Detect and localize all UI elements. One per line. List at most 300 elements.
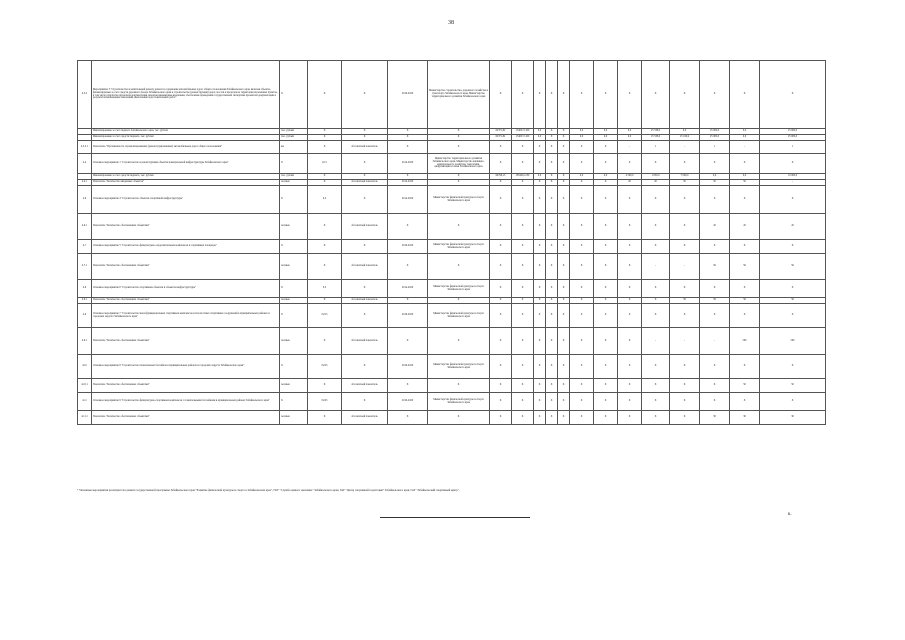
table-cell: Х [618,154,642,174]
table-cell: Х [342,280,388,298]
table-row [78,154,826,174]
table-cell: Х [558,180,570,186]
table-cell: Х [570,186,594,214]
table-cell: 56 [700,254,730,280]
table-cell: Х [490,61,512,129]
table-cell: Х [546,174,558,180]
table-cell: человек [280,411,308,425]
table-cell: Х [700,61,730,129]
table-cell: Х [280,304,308,328]
table-cell: 0,3 [308,280,342,298]
table-cell: Х [760,355,826,379]
table-cell: 0,0 [594,174,618,180]
table-cell: Х [512,154,534,174]
table-cell: Х [546,298,558,304]
table-cell: Х [618,61,642,129]
table-cell: 30 [700,411,730,425]
table-cell: Х [570,298,594,304]
table-cell: Х [670,214,700,240]
table-cell: человек [280,180,308,186]
table-cell: Х [558,411,570,425]
table-cell: 50 [730,379,760,393]
table-cell: Х [388,379,428,393]
table-cell: 25 000,0 [760,135,826,141]
table-cell: Х [618,186,642,214]
table-cell: Х [618,240,642,254]
table-cell: Х [388,298,428,304]
table-cell: Х [558,393,570,411]
table-cell: Х [618,214,642,240]
table-cell: Х [490,298,512,304]
table-cell: Х [490,141,512,154]
table-cell: Показатель "Количество обеспеченных объектами" [92,214,280,240]
table-cell: Х [618,393,642,411]
table-cell: Х [558,186,570,214]
table-cell: Х [490,304,512,328]
table-cell: 0,0 [570,129,594,135]
table-cell: Х [594,186,618,214]
table-cell: Х [546,154,558,174]
table-cell: 62371,82 [490,135,512,141]
table-cell: 185420,1230 [512,174,534,180]
table-cell: 1 [700,141,730,154]
table-cell: Основное мероприятие 1 "Строительство и реконструкция объектов коммунальной инфраструктуры Забайкальского края" [92,154,280,174]
table-cell: 20 [642,180,670,186]
table-cell: - [760,180,826,186]
table-cell: Х [558,214,570,240]
table-cell: 56 [730,298,760,304]
table-cell: Х [570,280,594,298]
table-cell: Основное мероприятие 9 "Строительство физкультурно-спортивных комплексов с плавательными бассейнами в муниципальных районах Забайкальского края" [92,393,280,411]
table-row [78,304,826,328]
table-cell: Х [760,186,826,214]
table-cell: Х [308,298,342,304]
table-cell: Х [388,328,428,355]
table-cell: Х [308,379,342,393]
table-cell: Х [642,393,670,411]
table-cell: Х [342,393,388,411]
table-row [78,186,826,214]
table-cell: Х [512,411,534,425]
table-cell: Х [730,304,760,328]
table-cell: Х [546,240,558,254]
table-cell: Х [490,240,512,254]
table-cell: 50 [670,180,700,186]
table-cell: 56 [730,254,760,280]
table-cell: Министерство физической культуры и спорта Забайкальского края [428,393,490,411]
table-cell: Х [558,154,570,174]
table-cell: Х [730,61,760,129]
table-cell: Х [700,280,730,298]
table-cell: 4.10 [78,355,92,379]
table-cell: Х [700,355,730,379]
table-cell: Х [308,180,342,186]
table-row [78,254,826,280]
table-cell: Х [490,379,512,393]
table-cell: Показатель "Количество обеспеченных объектами" [92,411,280,425]
table-cell: абсолютный показатель [342,411,388,425]
table-cell: Показатель "Протяженность отремонтированных (реконструированных) автомобильных дорог общего пользования" [92,141,280,154]
table-row [78,379,826,393]
table-cell: абсолютный показатель [342,328,388,355]
table-cell: Основное мероприятие 4 "Строительство объектов спортивной инфраструктуры" [92,186,280,214]
table-cell: Х [512,393,534,411]
table-cell: абсолютный показатель [342,298,388,304]
table-cell: 1 [760,141,826,154]
table-cell: - [670,141,700,154]
table-cell: Х [760,154,826,174]
table-cell: 0,025 [308,355,342,379]
table-cell: Х [546,280,558,298]
table-cell: Х [490,328,512,355]
table-cell: Х [490,393,512,411]
table-cell: Х [730,240,760,254]
table-cell: Х [700,240,730,254]
table-row [78,61,826,129]
table-cell: Х [308,174,342,180]
table-cell: Министерство физической культуры и спорта Забайкальского края [428,355,490,379]
table-cell: Х [594,411,618,425]
table-cell: Х [534,141,546,154]
table-row [78,240,826,254]
table-cell: Х [308,214,342,240]
table-cell: Х [594,298,618,304]
table-cell: 0,0 [534,135,546,141]
table-cell: Х [730,280,760,298]
table-cell: Х [700,379,730,393]
table-cell: Х [534,186,546,214]
table-cell: Х [670,240,700,254]
table-cell: 0,0 [730,174,760,180]
table-cell: Х [388,254,428,280]
table-cell: Х [512,355,534,379]
table-cell: 4.9 [78,304,92,328]
table-cell: 0,0 [534,129,546,135]
table-cell: Х [534,254,546,280]
table-cell: Х [670,280,700,298]
table-cell: Х [490,355,512,379]
table-cell: Х [490,411,512,425]
table-cell: Х [546,186,558,214]
table-cell: Х [594,355,618,379]
table-cell: Х [670,411,700,425]
table-cell: Х [760,393,826,411]
table-cell: Х [280,154,308,174]
table-cell: Х [534,355,546,379]
table-cell: тыс. рублей [280,174,308,180]
table-cell: 45 [730,214,760,240]
table-cell: 0,0 [570,174,594,180]
signature-rule [380,517,530,518]
table-cell: 4.10.1 [78,379,92,393]
table-cell: 4.7.1 [78,254,92,280]
table-cell: Х [308,61,342,129]
program-table [77,60,826,425]
table-cell: Х [558,135,570,141]
table-cell: Х [342,154,388,174]
table-cell: Х [428,174,490,180]
table-row [78,411,826,425]
table-cell: Х [558,280,570,298]
table-cell: 2014-2020 [388,186,428,214]
table-cell: 2016-2020 [388,304,428,328]
table-cell: Х [490,154,512,174]
table-cell: Х [512,141,534,154]
table-cell: Х [534,379,546,393]
table-cell: Х [490,254,512,280]
table-cell: Х [428,328,490,355]
table-cell: Х [534,304,546,328]
table-cell: Х [730,154,760,174]
table-cell: Х [512,214,534,240]
table-cell: Х [534,154,546,174]
table-cell: Х [342,129,388,135]
table-cell: Х [512,298,534,304]
table-cell: Х [512,328,534,355]
table-cell: Х [670,379,700,393]
table-cell: 4.6.1 [78,214,92,240]
table-cell: 4.8 [78,280,92,298]
table-cell: Х [280,393,308,411]
table-cell: Х [428,379,490,393]
table-cell: 2014-2020 [388,180,428,186]
table-cell: Х [534,280,546,298]
table-cell: Х [558,328,570,355]
table-cell: 1 650,0 [642,174,670,180]
table-cell: Х [594,154,618,174]
table-cell: Х [512,254,534,280]
table-cell: Х [512,61,534,129]
table-row [78,214,826,240]
table-cell: Х [618,379,642,393]
table-cell: Х [594,280,618,298]
table-cell: 2016-2020 [388,393,428,411]
table-cell: Х [558,129,570,135]
table-cell: Х [570,61,594,129]
table-cell: 4.3.2.1 [78,141,92,154]
table-cell: Х [546,379,558,393]
table-cell: Х [618,411,642,425]
table-cell: Основное мероприятие 5 "Строительство физкультурно-оздоровительных комплексов и спортивных площадок" [92,240,280,254]
table-cell: Х [546,61,558,129]
table-cell: 7 000,0 [670,174,700,180]
table-cell: 25 000,0 [700,135,730,141]
table-cell: Министерство физической культуры и спорта Забайкальского края [428,186,490,214]
table-cell: 56 [670,298,700,304]
table-cell: - [700,328,730,355]
table-cell: Министерство строительства, дорожного хозяйства и транспорта Забайкальского края, Министерство территориального развития Забайкальского края [428,61,490,129]
table-cell: Х [618,328,642,355]
table-cell: 0,0 [618,135,642,141]
table-cell: Х [642,304,670,328]
table-cell: Х [534,240,546,254]
table-cell: Х [594,141,618,154]
table-cell: 4.4.1 [78,180,92,186]
table-cell: Х [730,186,760,214]
table-cell: Финансирование за счет бюджета Забайкальского края, тыс. рублей [92,129,280,135]
table-cell: 0,025 [308,393,342,411]
table-cell: 62371,82 [490,129,512,135]
table-cell: 154027,1160 [512,135,534,141]
table-cell: Х [594,240,618,254]
table-row [78,141,826,154]
table-cell: Х [512,186,534,214]
table-cell: Основное мероприятие 7 "Строительство многофункциональных спортивных комплексов и плоскостных спортивных сооружений в муниципальных районах и городских округах Забайкальского края" [92,304,280,328]
table-cell: абсолютный показатель [342,214,388,240]
table-cell: 10 000,0 [760,174,826,180]
table-cell: Х [342,240,388,254]
table-cell: 0,0 [534,174,546,180]
table-cell: 30 [730,411,760,425]
table-cell: Х [546,304,558,328]
table-cell: Х [388,135,428,141]
table-cell: Х [642,355,670,379]
table-cell: 2014-2020 [388,154,428,174]
table-cell: Х [570,328,594,355]
table-cell: человек [280,379,308,393]
table-cell: 4.3.2 [78,61,92,129]
table-cell: Министерство физической культуры и спорта Забайкальского края [428,304,490,328]
table-cell: Х [642,214,670,240]
table-cell: 1 [642,141,670,154]
table-cell: Х [558,379,570,393]
table-cell: Х [618,254,642,280]
table-cell: Х [618,304,642,328]
table-cell: 25 019,9 [670,135,700,141]
table-cell: 4.8.1 [78,298,92,304]
table-cell: Х [760,280,826,298]
table-cell: Х [642,298,670,304]
table-cell: Х [308,254,342,280]
table-cell: Х [534,298,546,304]
table-cell: Х [594,379,618,393]
table-cell: 0,0 [700,174,730,180]
table-cell: человек [280,214,308,240]
table-cell: Х [546,411,558,425]
table-cell: Х [700,393,730,411]
table-cell: Х [546,328,558,355]
table-cell: Х [428,298,490,304]
table-cell: 0,0 [570,135,594,141]
table-cell: абсолютный показатель [342,379,388,393]
table-cell: 25 538,0 [642,129,670,135]
table-cell: 0,0 [730,129,760,135]
table-cell: человек [280,254,308,280]
table-cell: 4.4 [78,154,92,174]
table-cell: тыс. рублей [280,135,308,141]
table-cell: Х [534,61,546,129]
table-cell: Х [570,411,594,425]
table-cell: 64790,13 [490,174,512,180]
table-cell: - [670,254,700,280]
table-cell: 4.6 [78,186,92,214]
table-cell: Х [594,328,618,355]
table-cell: Х [594,180,618,186]
table-cell: Х [642,154,670,174]
table-cell: Х [428,254,490,280]
table-cell: Х [670,61,700,129]
table-cell: Х [670,304,700,328]
table-cell: Х [618,298,642,304]
table-cell: Х [594,304,618,328]
table-cell: Х [512,280,534,298]
table-cell: Х [280,240,308,254]
table-cell: Х [280,186,308,214]
table-cell: 500 [760,328,826,355]
table-cell: абсолютный показатель [342,180,388,186]
table-cell: Х [546,180,558,186]
table-cell: Х [512,180,534,186]
table-cell: Х [594,254,618,280]
table-cell: Х [558,304,570,328]
table-cell: Х [342,174,388,180]
table-cell: Х [308,135,342,141]
table-cell: Х [700,304,730,328]
table-cell: Х [700,154,730,174]
table-cell: Х [618,280,642,298]
table-cell: Х [546,141,558,154]
table-cell: Х [490,214,512,240]
table-cell: 50 [730,180,760,186]
table-cell: Х [670,393,700,411]
table-cell: Финансирование за счет средств бюджета, тыс. рублей [92,174,280,180]
table-cell: Х [570,180,594,186]
table-cell: 50 [760,379,826,393]
table-cell: 500 [730,328,760,355]
table-cell: Х [570,254,594,280]
table-cell: Х [558,298,570,304]
table-cell: 45 [760,214,826,240]
table-cell: Х [594,61,618,129]
table-cell: Х [558,254,570,280]
table-cell: Х [546,129,558,135]
table-cell: Х [546,135,558,141]
table-cell: 0,0 [594,129,618,135]
footnote: * Указанные мероприятия реализуются в рамках государственной программы Забайкальского края "Развитие физической культуры и спорта в Забайкальском крае", ГКУ "Служба единого заказчика" Забайкальского края, ГАУ "Центр спортивной подготовки" Забайкальского края, ГАУ "Забайкальский спортивный центр". [77,489,460,492]
table-cell: Х [760,304,826,328]
table-row [78,328,826,355]
table-cell: Х [546,355,558,379]
table-cell: Х [670,186,700,214]
table-cell: 0,3 [308,186,342,214]
table-cell: Х [730,393,760,411]
table-cell: 0,015 [308,304,342,328]
table-cell: Х [570,240,594,254]
table-cell: Х [642,411,670,425]
table-cell: - [642,254,670,280]
table-row [78,355,826,379]
table-cell: Х [388,174,428,180]
table-cell: Х [642,280,670,298]
table-cell: Показатель "Количество обеспеченных объектами" [92,298,280,304]
table-cell: - [670,328,700,355]
table-cell: 0,15 [308,154,342,174]
table-cell: Х [490,280,512,298]
table-cell: Х [618,355,642,379]
table-cell: Х [642,379,670,393]
table-cell: Х [512,240,534,254]
table-cell: 25 000,0 [700,129,730,135]
table-cell: Х [512,379,534,393]
table-cell: - [730,141,760,154]
table-row [78,280,826,298]
table-cell: Х [760,240,826,254]
table-cell: Х [642,186,670,214]
table-cell: Показатель "Количество введенных объектов" [92,180,280,186]
table-cell: 2016-2020 [388,61,428,129]
table-cell: Х [534,180,546,186]
table-cell: Министерство физической культуры и спорта Забайкальского края [428,280,490,298]
